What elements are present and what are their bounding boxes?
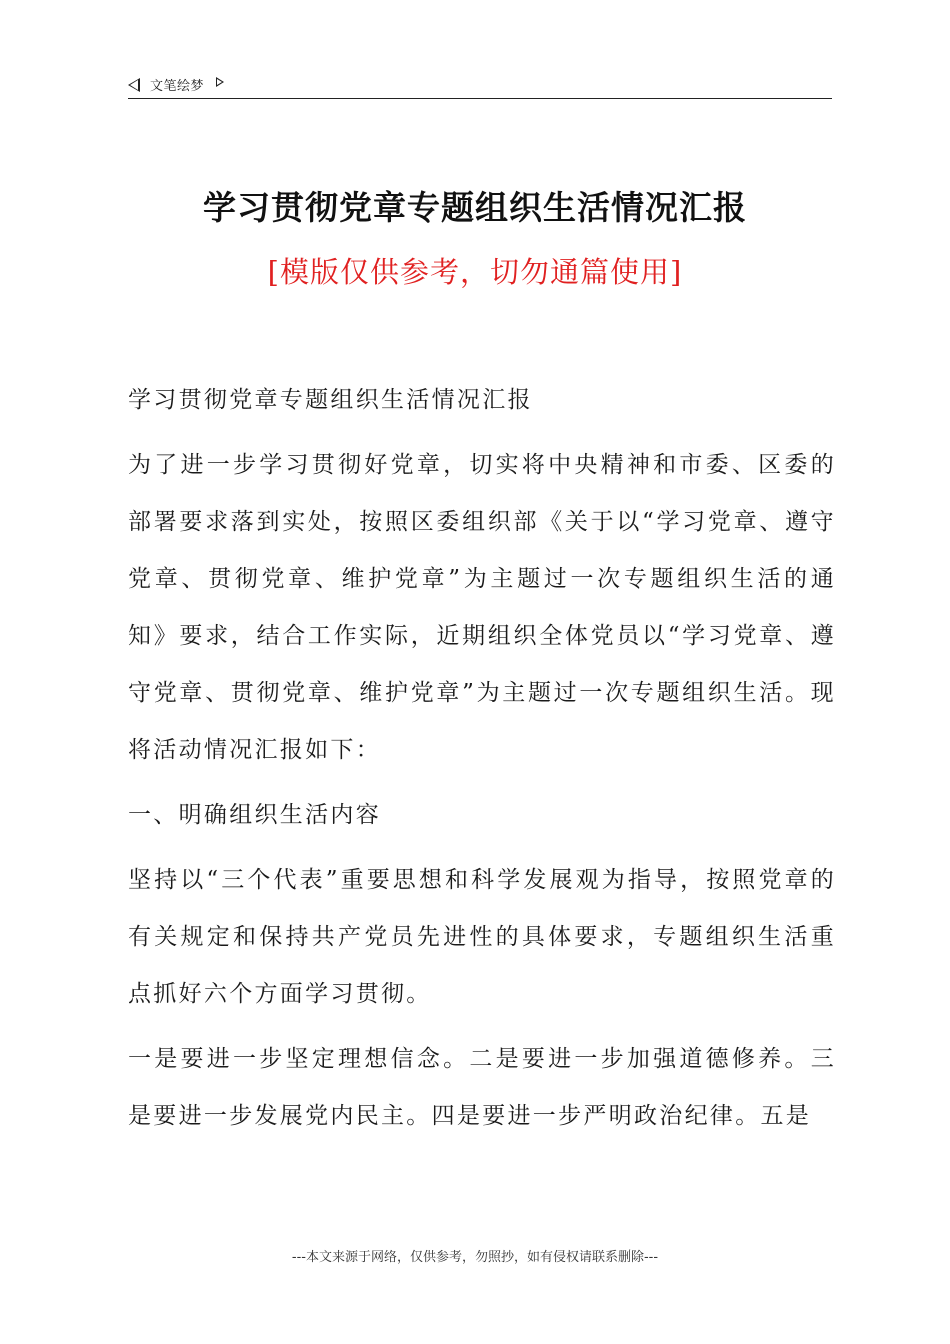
document-body [128,372,836,1145]
document-title: 学习贯彻党章专题组织生活情况汇报 [203,188,747,227]
paragraph: 一是要进一步坚定理想信念。二是要进一步加强道德修养。三是要进一步发展党内民主。四是要进一步严明政治纪律。五是 [128,1046,836,1129]
page-footer: ---本文来源于网络，仅供参考，勿照抄，如有侵权请联系删除--- [291,1250,659,1265]
header-label: 文笔绘梦 [150,78,205,94]
document-subtitle: [模版仅供参考，切勿通篇使用] [267,255,683,289]
triangle-right-icon [216,77,224,87]
page-header [128,72,832,99]
paragraph: 为了进一步学习贯彻好党章，切实将中央精神和市委、区委的部署要求落到实处，按照区委组织部《关于以“学习党章、遵守党章、贯彻党章、维护党章”为主题过一次专题组织生活的通知》要求，结合工作实际，近期组织全体党员以“学习党章、遵守党章、贯彻党章、维护党章”为主题过一次专题组织生活。现将活动情况汇报如下： [128,452,836,763]
paragraph-heading: 学习贯彻党章专题组织生活情况汇报 [128,387,533,413]
section-heading: 一、明确组织生活内容 [128,802,381,828]
paragraph: 坚持以“三个代表”重要思想和科学发展观为指导，按照党章的有关规定和保持共产党员先进性的具体要求，专题组织生活重点抓好六个方面学习贯彻。 [128,867,836,1007]
triangle-left-icon [128,78,140,92]
